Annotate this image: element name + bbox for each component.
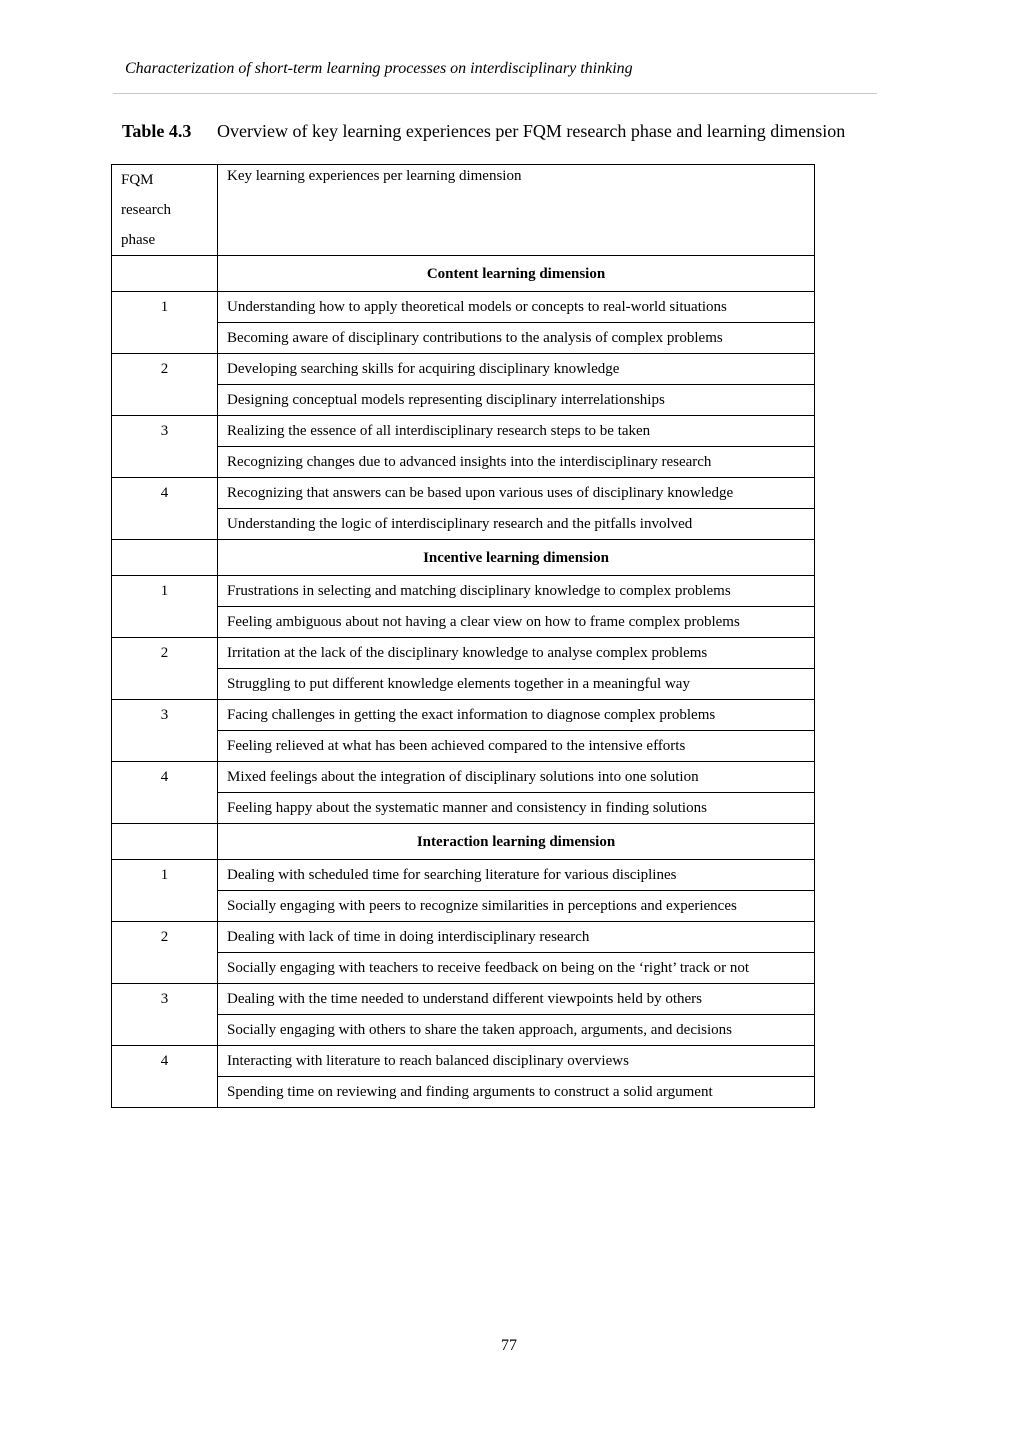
table-row bbox=[112, 953, 815, 984]
table-row bbox=[112, 860, 815, 891]
phase-column-header bbox=[112, 165, 218, 256]
learning-experience: Becoming aware of disciplinary contributions to the analysis of complex problems bbox=[218, 323, 815, 354]
table-row bbox=[112, 984, 815, 1015]
table-header-row bbox=[112, 165, 815, 256]
section-phase-cell bbox=[112, 256, 218, 292]
section-phase-cell bbox=[112, 540, 218, 576]
section-row bbox=[112, 824, 815, 860]
phase-header-line: FQM bbox=[121, 172, 154, 188]
section-title: Content learning dimension bbox=[218, 256, 815, 292]
table-row bbox=[112, 1046, 815, 1077]
table-row bbox=[112, 607, 815, 638]
learning-experience: Dealing with lack of time in doing interdisciplinary research bbox=[218, 922, 815, 953]
phase-header-line: research bbox=[121, 202, 171, 218]
learning-experience: Struggling to put different knowledge elements together in a meaningful way bbox=[218, 669, 815, 700]
phase-number: 2 bbox=[112, 638, 218, 700]
learning-experience: Facing challenges in getting the exact information to diagnose complex problems bbox=[218, 700, 815, 731]
section-title: Incentive learning dimension bbox=[218, 540, 815, 576]
table-row bbox=[112, 323, 815, 354]
learning-experience: Socially engaging with others to share the taken approach, arguments, and decisions bbox=[218, 1015, 815, 1046]
learning-experience: Irritation at the lack of the disciplinary knowledge to analyse complex problems bbox=[218, 638, 815, 669]
table-row bbox=[112, 354, 815, 385]
learning-experience: Dealing with the time needed to understand different viewpoints held by others bbox=[218, 984, 815, 1015]
learning-experience: Mixed feelings about the integration of disciplinary solutions into one solution bbox=[218, 762, 815, 793]
learning-experience: Dealing with scheduled time for searching literature for various disciplines bbox=[218, 860, 815, 891]
table-caption bbox=[122, 121, 845, 142]
phase-number: 3 bbox=[112, 416, 218, 478]
learning-experience: Designing conceptual models representing disciplinary interrelationships bbox=[218, 385, 815, 416]
table-row bbox=[112, 762, 815, 793]
table-title: Overview of key learning experiences per FQM research phase and learning dimension bbox=[217, 121, 846, 141]
learning-experience: Developing searching skills for acquiring disciplinary knowledge bbox=[218, 354, 815, 385]
phase-number: 3 bbox=[112, 700, 218, 762]
learning-experience: Understanding the logic of interdisciplinary research and the pitfalls involved bbox=[218, 509, 815, 540]
table-row bbox=[112, 1015, 815, 1046]
table-row bbox=[112, 509, 815, 540]
learning-experience: Feeling happy about the systematic manner and consistency in finding solutions bbox=[218, 793, 815, 824]
learning-experience: Interacting with literature to reach balanced disciplinary overviews bbox=[218, 1046, 815, 1077]
section-title: Interaction learning dimension bbox=[218, 824, 815, 860]
learning-experience: Feeling ambiguous about not having a clear view on how to frame complex problems bbox=[218, 607, 815, 638]
phase-number: 4 bbox=[112, 1046, 218, 1108]
phase-header-line: phase bbox=[121, 232, 156, 248]
learning-experience: Recognizing that answers can be based upon various uses of disciplinary knowledge bbox=[218, 478, 815, 509]
phase-number: 1 bbox=[112, 576, 218, 638]
table-row bbox=[112, 478, 815, 509]
phase-number: 3 bbox=[112, 984, 218, 1046]
table-label: Table 4.3 bbox=[122, 121, 192, 141]
section-row bbox=[112, 256, 815, 292]
table-row bbox=[112, 891, 815, 922]
table-row bbox=[112, 1077, 815, 1108]
phase-number: 1 bbox=[112, 292, 218, 354]
table-row bbox=[112, 793, 815, 824]
table-row bbox=[112, 576, 815, 607]
table-row bbox=[112, 638, 815, 669]
section-phase-cell bbox=[112, 824, 218, 860]
phase-number: 4 bbox=[112, 478, 218, 540]
learning-experience: Spending time on reviewing and finding arguments to construct a solid argument bbox=[218, 1077, 815, 1108]
table-row bbox=[112, 700, 815, 731]
experience-column-header: Key learning experiences per learning dimension bbox=[218, 165, 815, 256]
learning-experiences-table bbox=[111, 164, 815, 1108]
header-rule bbox=[113, 93, 877, 94]
phase-number: 1 bbox=[112, 860, 218, 922]
learning-experience: Socially engaging with teachers to receive feedback on being on the ‘right’ track or not bbox=[218, 953, 815, 984]
learning-experience: Frustrations in selecting and matching disciplinary knowledge to complex problems bbox=[218, 576, 815, 607]
page-number: 77 bbox=[501, 1337, 517, 1354]
learning-experience: Realizing the essence of all interdisciplinary research steps to be taken bbox=[218, 416, 815, 447]
section-row bbox=[112, 540, 815, 576]
table-row bbox=[112, 447, 815, 478]
table-row bbox=[112, 292, 815, 323]
table-row bbox=[112, 416, 815, 447]
table-row bbox=[112, 922, 815, 953]
learning-experience: Understanding how to apply theoretical models or concepts to real-world situations bbox=[218, 292, 815, 323]
table-row bbox=[112, 385, 815, 416]
phase-number: 2 bbox=[112, 922, 218, 984]
learning-experience: Recognizing changes due to advanced insights into the interdisciplinary research bbox=[218, 447, 815, 478]
phase-number: 4 bbox=[112, 762, 218, 824]
learning-experience: Socially engaging with peers to recognize similarities in perceptions and experiences bbox=[218, 891, 815, 922]
table-row bbox=[112, 731, 815, 762]
phase-number: 2 bbox=[112, 354, 218, 416]
running-header: Characterization of short-term learning processes on interdisciplinary thinking bbox=[125, 60, 633, 77]
table-row bbox=[112, 669, 815, 700]
learning-experience: Feeling relieved at what has been achieved compared to the intensive efforts bbox=[218, 731, 815, 762]
